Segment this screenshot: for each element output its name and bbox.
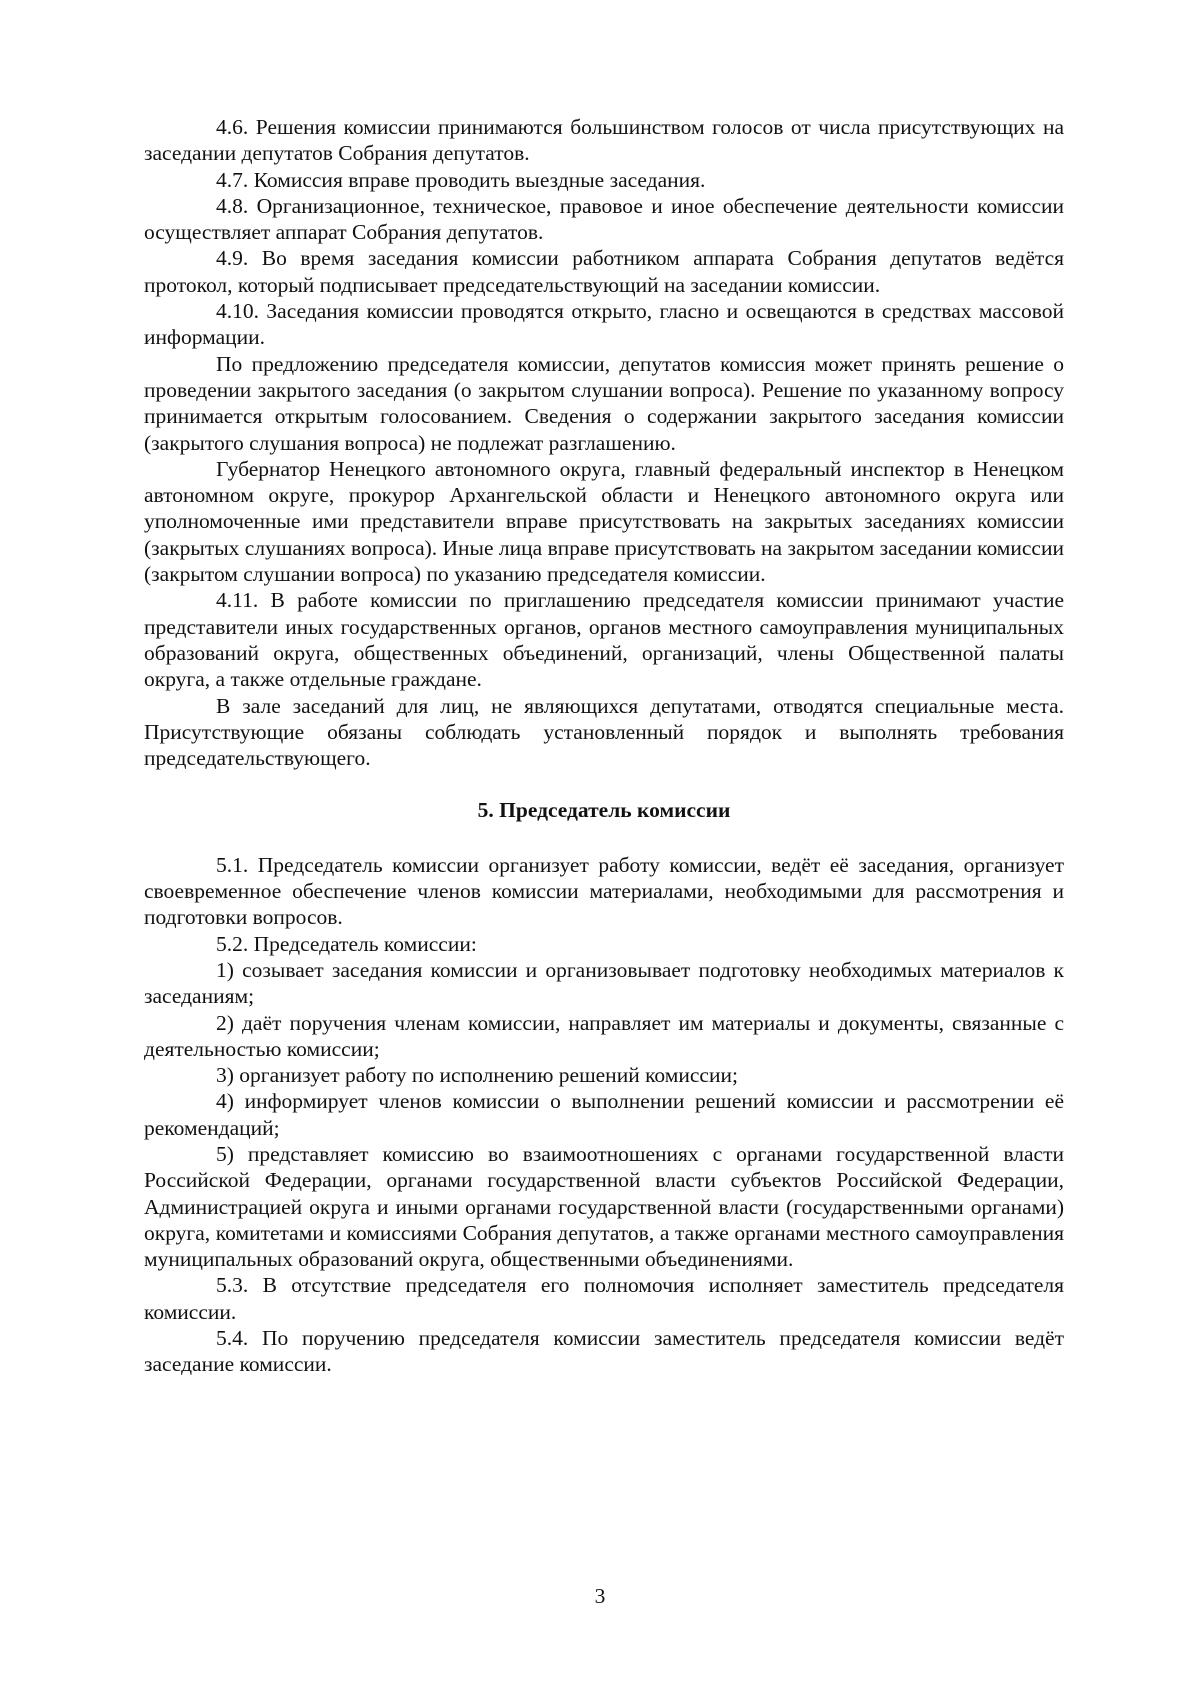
page-number: 3 xyxy=(594,1584,606,1608)
paragraph-4-6: 4.6. Решения комиссии принимаются большинством голосов от числа присутствующих на заседании депутатов Собрания депутатов. xyxy=(144,115,1064,166)
section-5-heading: 5. Председатель комиссии xyxy=(477,798,731,823)
paragraph-4-7: 4.7. Комиссия вправе проводить выездные заседания. xyxy=(216,167,706,192)
paragraph-4-10-attendees: Губернатор Ненецкого автономного округа, главный федеральный инспектор в Ненецком автономном округе, прокурор Архангельской области и Ненецкого автономного округа или уполномоченные ими представители вправе присутствовать на закрытых заседаниях комиссии (закрытых слушаниях вопроса). Иные лица вправе присутствовать на закрытом заседании комиссии (закрытом слушании вопроса) по указанию председателя комиссии. xyxy=(144,456,1064,587)
paragraph-4-10-closed-session: По предложению председателя комиссии, депутатов комиссия может принять решение о проведении закрытого заседания (о закрытом слушании вопроса). Решение по указанному вопросу принимается открытым голосованием. Сведения о содержании закрытого заседания комиссии (закрытого слушания вопроса) не подлежат разглашению. xyxy=(144,351,1064,455)
list-item-2: 2) даёт поручения членам комиссии, направляет им материалы и документы, связанные с деятельностью комиссии; xyxy=(144,1010,1064,1061)
paragraph-5-2: 5.2. Председатель комиссии: xyxy=(216,931,477,956)
paragraph-4-11-hall: В зале заседаний для лиц, не являющихся депутатами, отводятся специальные места. Присутствующие обязаны соблюдать установленный порядок и выполнять требования председательствующего. xyxy=(144,693,1064,771)
paragraph-4-8: 4.8. Организационное, техническое, правовое и иное обеспечение деятельности комиссии осуществляет аппарат Собрания депутатов. xyxy=(144,193,1064,245)
paragraph-5-4: 5.4. По поручению председателя комиссии заместитель председателя комиссии ведёт заседание комиссии. xyxy=(144,1326,1064,1377)
list-item-5: 5) представляет комиссию во взаимоотношениях с органами государственной власти Российской Федерации, органами государственной власти субъектов Российской Федерации, Администрацией округа и иными органами государственной власти (государственными органами) округа, комитетами и комиссиями Собрания депутатов, а также органами местного самоуправления муниципальных образований округа, общественными объединениями. xyxy=(144,1141,1064,1272)
paragraph-5-3: 5.3. В отсутствие председателя его полномочия исполняет заместитель председателя комиссии. xyxy=(144,1273,1064,1324)
paragraph-4-9: 4.9. Во время заседания комиссии работником аппарата Собрания депутатов ведётся протокол, который подписывает председательствующий на заседании комиссии. xyxy=(144,246,1064,297)
list-item-1: 1) созывает заседания комиссии и организовывает подготовку необходимых материалов к заседаниям; xyxy=(144,957,1064,1009)
list-item-4: 4) информирует членов комиссии о выполнении решений комиссии и рассмотрении её рекомендаций; xyxy=(144,1089,1064,1140)
paragraph-5-1: 5.1. Председатель комиссии организует работу комиссии, ведёт её заседания, организует своевременное обеспечение членов комиссии материалами, необходимыми для рассмотрения и подготовки вопросов. xyxy=(144,852,1064,930)
paragraph-4-10: 4.10. Заседания комиссии проводятся открыто, гласно и освещаются в средствах массовой информации. xyxy=(144,299,1064,350)
list-item-3: 3) организует работу по исполнению решений комиссии; xyxy=(216,1063,738,1088)
paragraph-4-11: 4.11. В работе комиссии по приглашению председателя комиссии принимают участие представители иных государственных органов, органов местного самоуправления муниципальных образований округа, общественных объединений, организаций, члены Общественной палаты округа, а также отдельные граждане. xyxy=(144,588,1064,692)
